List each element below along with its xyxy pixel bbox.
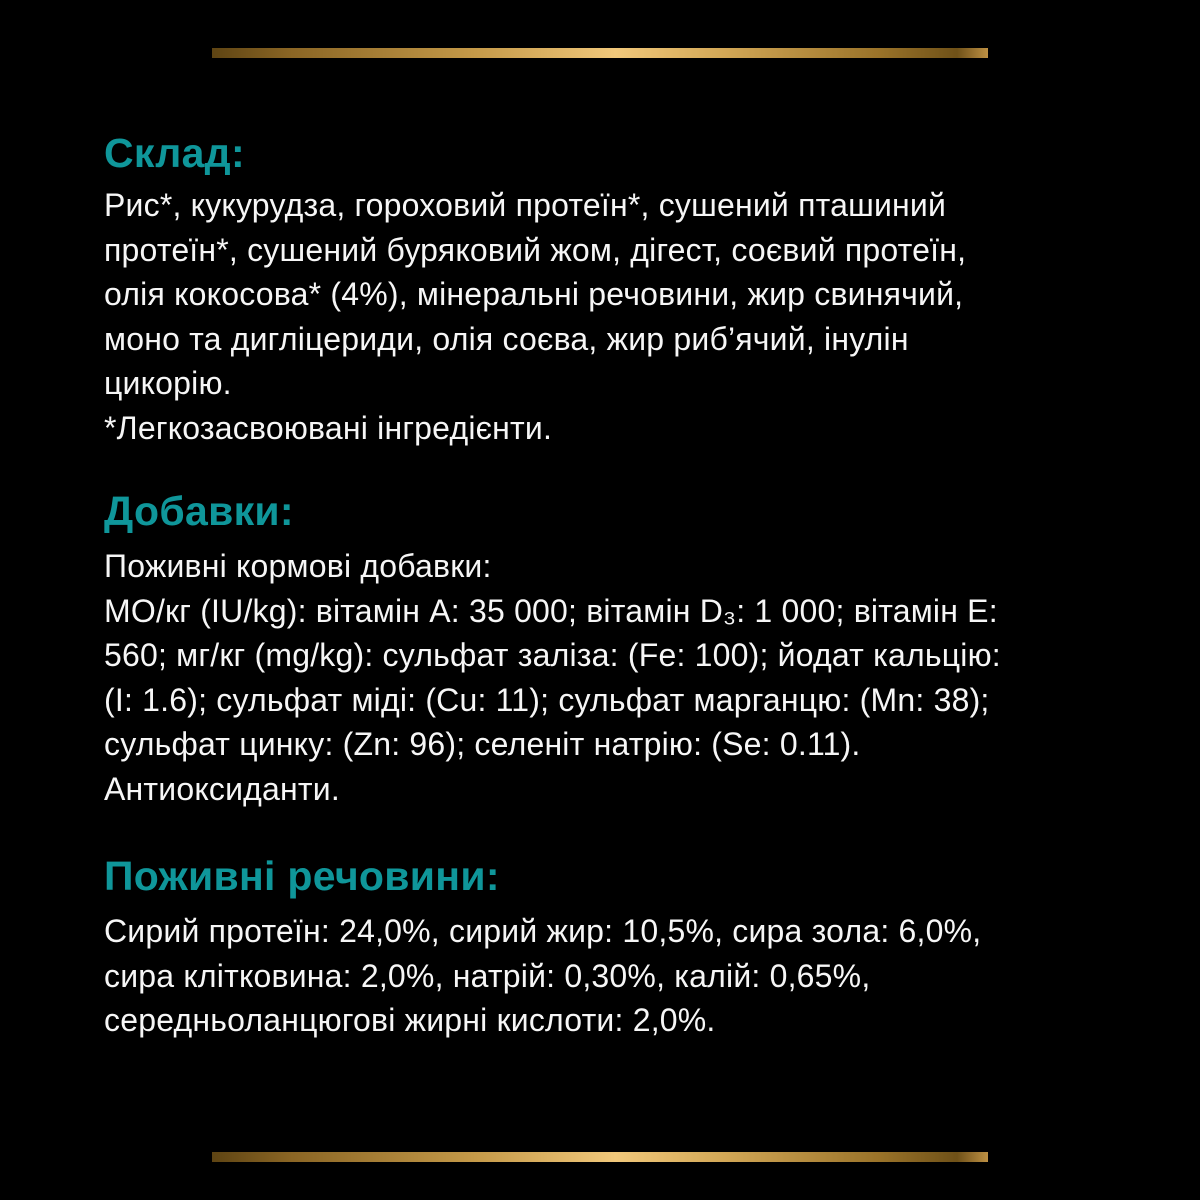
section-line: (I: 1.6); сульфат міді: (Cu: 11); сульфат марганцю: (Mn: 38); (104, 681, 990, 718)
gold-divider-bottom (212, 1152, 988, 1162)
section-line: *Легкозасвоювані інгредієнти. (104, 409, 553, 446)
section-line: Антиоксиданти. (104, 770, 340, 807)
section-line: сира клітковина: 2,0%, натрій: 0,30%, калій: 0,65%, (104, 957, 871, 994)
section-line: олія кокосова* (4%), мінеральні речовини, жир свинячий, (104, 276, 964, 312)
section-line: Сирий протеїн: 24,0%, сирий жир: 10,5%, сира зола: 6,0%, (104, 913, 982, 949)
section-line: моно та дигліцериди, олія соєва, жир риб’ячий, інулін (104, 320, 909, 357)
section-line: Поживні кормові добавки: (104, 548, 492, 584)
section-line: МО/кг (IU/kg): вітамін A: 35 000; вітамін D₃: 1 000; вітамін E: (104, 592, 998, 629)
gold-divider-top (212, 48, 988, 58)
section-line: цикорію. (104, 365, 232, 401)
section-line: середньоланцюгові жирні кислоти: 2,0%. (104, 1002, 716, 1038)
section-heading: Склад: (104, 130, 245, 176)
section-body (104, 909, 1104, 1043)
section-line: протеїн*, сушений буряковий жом, дігест, соєвий протеїн, (104, 231, 967, 268)
section-line: 560; мг/кг (mg/kg): сульфат заліза: (Fe: 100); йодат кальцію: (104, 637, 1001, 673)
section-1 (104, 130, 1104, 450)
section-3 (104, 853, 1104, 1043)
section-heading: Добавки: (104, 488, 294, 534)
section-line: сульфат цинку: (Zn: 96); селеніт натрію: (Se: 0.11). (104, 726, 861, 762)
section-body (104, 544, 1104, 811)
section-heading: Поживні речовини: (104, 853, 500, 899)
section-2 (104, 488, 1104, 811)
section-line: Рис*, кукурудза, гороховий протеїн*, сушений пташиний (104, 187, 947, 223)
section-body (104, 183, 1104, 450)
